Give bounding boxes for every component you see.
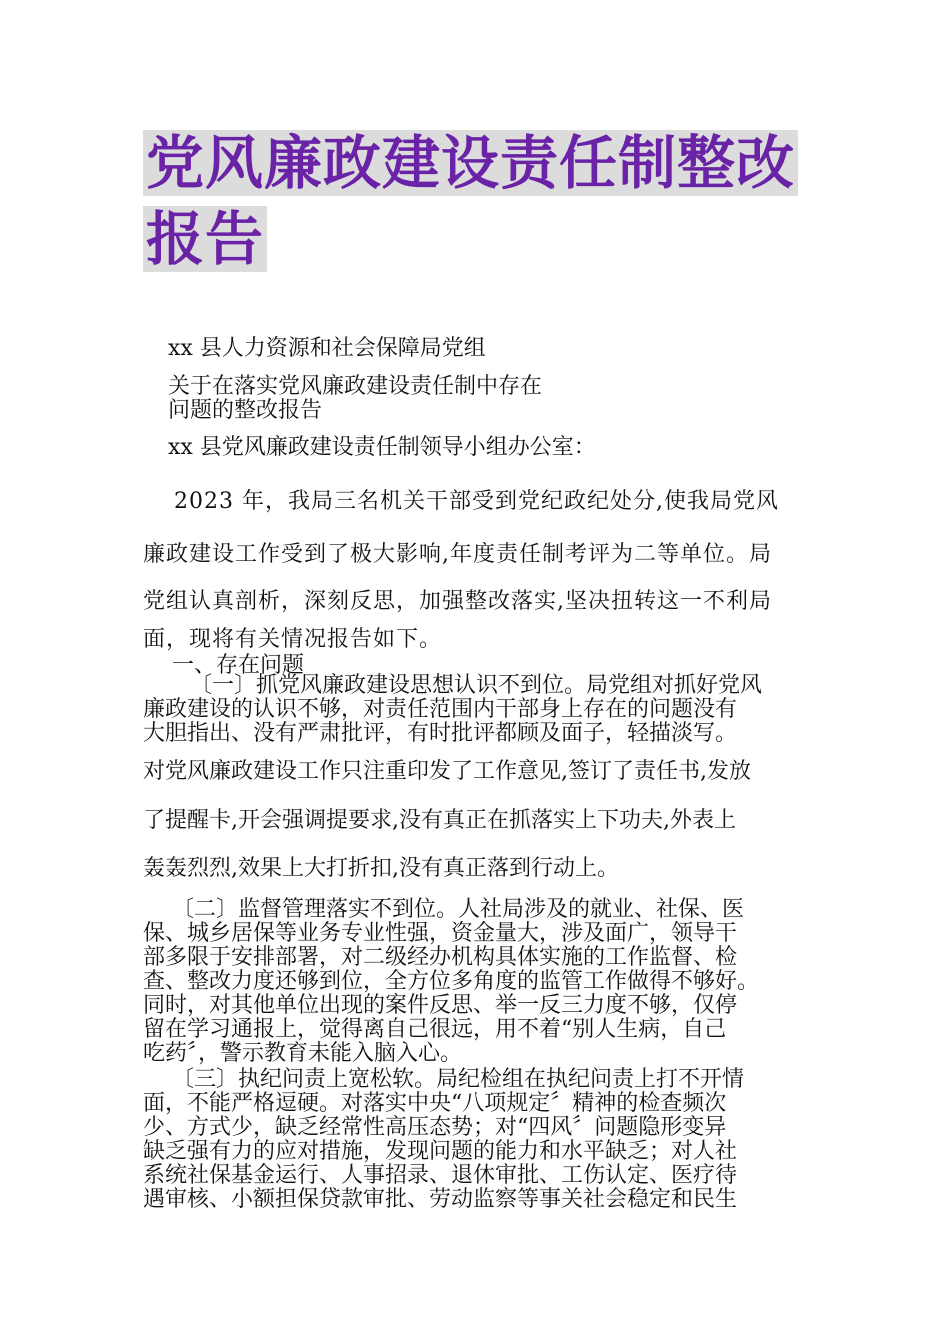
header-addressee: xx 县党风廉政建设责任制领导小组办公室： (168, 435, 596, 460)
section-heading: 一、存在问题 (172, 653, 305, 678)
item2-line: 留在学习通报上，觉得离自己很远，用不着“别人生病，自己 (143, 1017, 727, 1042)
item2-line: 吃药〞，警示教育未能入脑入心。 (143, 1041, 463, 1066)
item1-line: 大胆指出、没有严肃批评，有时批评都顾及面子，轻描淡写。 (143, 721, 738, 746)
item1-line: 轰轰烈烈,效果上大打折扣,没有真正落到行动上。 (143, 856, 619, 881)
item2-line: 保、城乡居保等业务专业性强，资金量大，涉及面广，领导干 (143, 921, 738, 946)
item3-line: 系统社保基金运行、人事招录、退休审批、工伤认定、医疗待 (143, 1163, 738, 1188)
intro-line: 2023 年，我局三名机关干部受到党纪政纪处分,使我局党风 (174, 489, 779, 514)
header-org: xx 县人力资源和社会保障局党组 (168, 336, 486, 361)
document-title-line-1: 党风廉政建设责任制整改 (143, 130, 798, 196)
item3-line: 缺乏强有力的应对措施，发现问题的能力和水平缺乏；对人社 (143, 1139, 738, 1164)
item3-line: 少、方式少，缺乏经常性高压态势；对“四风〞问题隐形变异 (143, 1115, 727, 1140)
item2-line: 查、整改力度还够到位，全方位多角度的监管工作做得不够好。 (143, 969, 760, 994)
item3-line: 遇审核、小额担保贷款审批、劳动监察等事关社会稳定和民生 (143, 1187, 738, 1212)
item2-line: 部多限于安排部署，对二级经办机构具体实施的工作监督、检 (143, 945, 738, 970)
intro-line: 党组认真剖析，深刻反思，加强整改落实,坚决扭转这一不利局 (143, 589, 772, 614)
item3-line: 面，不能严格逗硬。对落实中央“八项规定〞精神的检查频次 (143, 1091, 727, 1116)
intro-line: 面，现将有关情况报告如下。 (143, 627, 443, 652)
intro-line: 廉政建设工作受到了极大影响,年度责任制考评为二等单位。局 (143, 542, 772, 567)
document-title-line-2: 报告 (143, 206, 267, 272)
header-subject-line-1: 关于在落实党风廉政建设责任制中存在 (168, 374, 543, 399)
item2-line: 〔二〕监督管理落实不到位。人社局涉及的就业、社保、医 (172, 897, 745, 922)
item3-line: 〔三〕执纪问责上宽松软。局纪检组在执纪问责上打不开情 (172, 1067, 745, 1092)
item1-line: 廉政建设的认识不够，对责任范围内干部身上存在的问题没有 (143, 697, 738, 722)
item1-line: 〔一〕抓党风廉政建设思想认识不到位。局党组对抓好党风 (190, 673, 763, 698)
header-subject-line-2: 问题的整改报告 (168, 398, 323, 423)
item1-line: 对党风廉政建设工作只注重印发了工作意见,签订了责任书,发放 (143, 759, 751, 784)
item1-line: 了提醒卡,开会强调提要求,没有真正在抓落实上下功夫,外表上 (143, 808, 736, 833)
item2-line: 同时，对其他单位出现的案件反思、举一反三力度不够，仅停 (143, 993, 738, 1018)
